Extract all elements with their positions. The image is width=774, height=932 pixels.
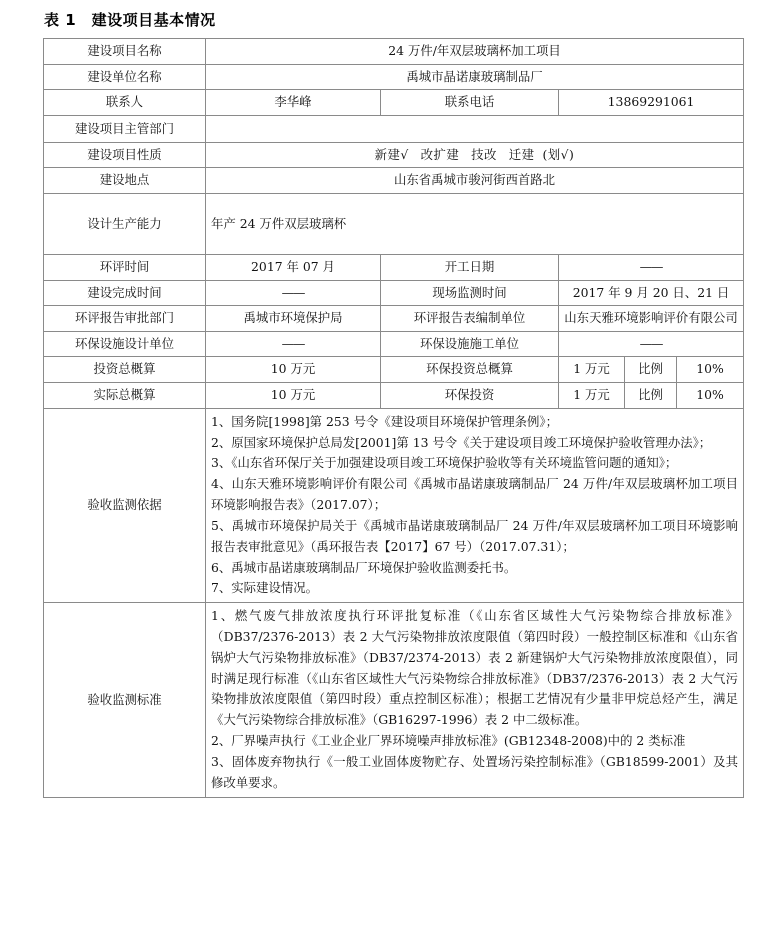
row-label-env-investment: 环保投资 (381, 383, 559, 409)
basis-item: 1、国务院[1998]第 253 号令《建设项目环境保护管理条例》； (211, 413, 559, 429)
standard-item: 1、燃气废气排放浓度执行环评批复标准（《山东省区域性大气污染物综合排放标准》（DB37/2376-2013）表 2 大气污染物排放浓度限值（第四时段）一般控制区标准和《山东省锅炉大气污染物排放标准》（DB37/2374-2013）表 2 新建锅炉大气污染物排放浓度限值），同时满足现行标准（《山东省区域性大气污染物综合排放标准》（DB37/2376-2013）表 2 大气污染物排放浓度限值（第四时段）重点控制区标准）；根据工艺情况有少量非甲烷总烃产生，满足《大气污染物综合排放标准》（GB16297-1996）表 2 中二级标准。 (211, 608, 739, 728)
row-label-capacity: 设计生产能力 (44, 194, 206, 255)
table-row (44, 168, 744, 194)
row-label-total-budget: 投资总概算 (44, 357, 206, 383)
basis-item: 3、《山东省环保厅关于加强建设项目竣工环境保护验收等有关环境监管问题的通知》； (211, 455, 678, 471)
row-value-completion: —— (206, 280, 381, 306)
row-value-facility-builder: —— (559, 331, 744, 357)
row-label-phone: 联系电话 (381, 90, 559, 116)
row-label-actual-budget: 实际总概算 (44, 383, 206, 409)
table-row (44, 306, 744, 332)
nature-option-expansion: 改扩建 (420, 146, 460, 162)
row-value-phone: 13869291061 (559, 90, 744, 116)
row-label-acceptance-standards: 验收监测标准 (44, 603, 206, 797)
table-row (44, 383, 744, 409)
row-label-authority: 建设项目主管部门 (44, 115, 206, 142)
basis-item: 4、山东天雅环境影响评价有限公司《禹城市晶诺康玻璃制品厂 24 万件/年双层玻璃杯加工项目环境影响报告表》（2017.07）； (211, 476, 739, 513)
row-label-completion: 建设完成时间 (44, 280, 206, 306)
row-value-capacity: 年产 24 万件双层玻璃杯 (206, 194, 744, 255)
basis-item: 7、实际建设情况。 (211, 580, 319, 596)
table-row (44, 115, 744, 142)
row-value-actual-ratio: 10% (677, 383, 744, 409)
row-label-contact: 联系人 (44, 90, 206, 116)
row-label-actual-ratio: 比例 (625, 383, 677, 409)
row-value-facility-designer: —— (206, 331, 381, 357)
table-row (44, 408, 744, 602)
row-value-env-investment: 1 万元 (559, 383, 625, 409)
table-row (44, 64, 744, 90)
row-value-acceptance-basis (206, 408, 744, 602)
row-label-construction-unit: 建设单位名称 (44, 64, 206, 90)
nature-option-new: 新建√ (374, 146, 409, 162)
row-value-env-budget: 1 万元 (559, 357, 625, 383)
nature-option-techrenovation: 技改 (471, 146, 497, 162)
row-label-compiler: 环评报告表编制单位 (381, 306, 559, 332)
row-value-project-name: 24 万件/年双层玻璃杯加工项目 (206, 39, 744, 65)
basis-item: 2、原国家环境保护总局发[2001]第 13 号令《关于建设项目竣工环境保护验收管理办法》； (211, 434, 712, 450)
standard-item: 3、固体废弃物执行《一般工业固体废物贮存、处置场污染控制标准》（GB18599-2001）及其修改单要求。 (211, 753, 739, 790)
basis-item: 6、禹城市晶诺康玻璃制品厂环境保护验收监测委托书。 (211, 559, 517, 575)
standard-item: 2、厂界噪声执行《工业企业厂界环境噪声排放标准》(GB12348-2008)中的 2 类标准 (211, 733, 686, 749)
row-value-total-budget: 10 万元 (206, 357, 381, 383)
row-label-approval-dept: 环评报告审批部门 (44, 306, 206, 332)
page-title: 表 1 建设项目基本情况 (44, 11, 216, 29)
table-row (44, 90, 744, 116)
row-label-budget-ratio: 比例 (625, 357, 677, 383)
row-label-eia-time: 环评时间 (44, 255, 206, 281)
row-label-monitor-time: 现场监测时间 (381, 280, 559, 306)
table-row (44, 39, 744, 65)
row-label-start-date: 开工日期 (381, 255, 559, 281)
row-value-compiler: 山东天雅环境影响评价有限公司 (559, 306, 744, 332)
row-label-location: 建设地点 (44, 168, 206, 194)
table-row (44, 142, 744, 168)
row-value-budget-ratio: 10% (677, 357, 744, 383)
table-row (44, 280, 744, 306)
row-value-location: 山东省禹城市骏河街西首路北 (206, 168, 744, 194)
row-label-facility-builder: 环保设施施工单位 (381, 331, 559, 357)
table-row (44, 331, 744, 357)
basis-item: 5、禹城市环境保护局关于《禹城市晶诺康玻璃制品厂 24 万件/年双层玻璃杯加工项目环境影响报告表审批意见》（禹环报告表【2017】67 号）（2017.07.31）； (211, 517, 739, 554)
row-value-eia-time: 2017 年 07 月 (206, 255, 381, 281)
row-value-contact: 李华峰 (206, 90, 381, 116)
row-value-nature (206, 142, 744, 168)
row-value-authority (206, 115, 744, 142)
project-basic-info-table (43, 38, 744, 798)
row-value-actual-budget: 10 万元 (206, 383, 381, 409)
row-value-approval-dept: 禹城市环境保护局 (206, 306, 381, 332)
nature-option-hint: (划√) (542, 146, 575, 162)
row-label-env-budget: 环保投资总概算 (381, 357, 559, 383)
row-value-acceptance-standards (206, 603, 744, 797)
table-row (44, 194, 744, 255)
table-row (44, 255, 744, 281)
row-label-nature: 建设项目性质 (44, 142, 206, 168)
row-value-construction-unit: 禹城市晶诺康玻璃制品厂 (206, 64, 744, 90)
table-row (44, 357, 744, 383)
row-label-project-name: 建设项目名称 (44, 39, 206, 65)
nature-option-relocation: 迁建 (508, 146, 535, 162)
row-label-facility-designer: 环保设施设计单位 (44, 331, 206, 357)
table-row (44, 603, 744, 797)
row-value-start-date: —— (559, 255, 744, 281)
row-value-monitor-time: 2017 年 9 月 20 日、21 日 (559, 280, 744, 306)
row-label-acceptance-basis: 验收监测依据 (44, 408, 206, 602)
